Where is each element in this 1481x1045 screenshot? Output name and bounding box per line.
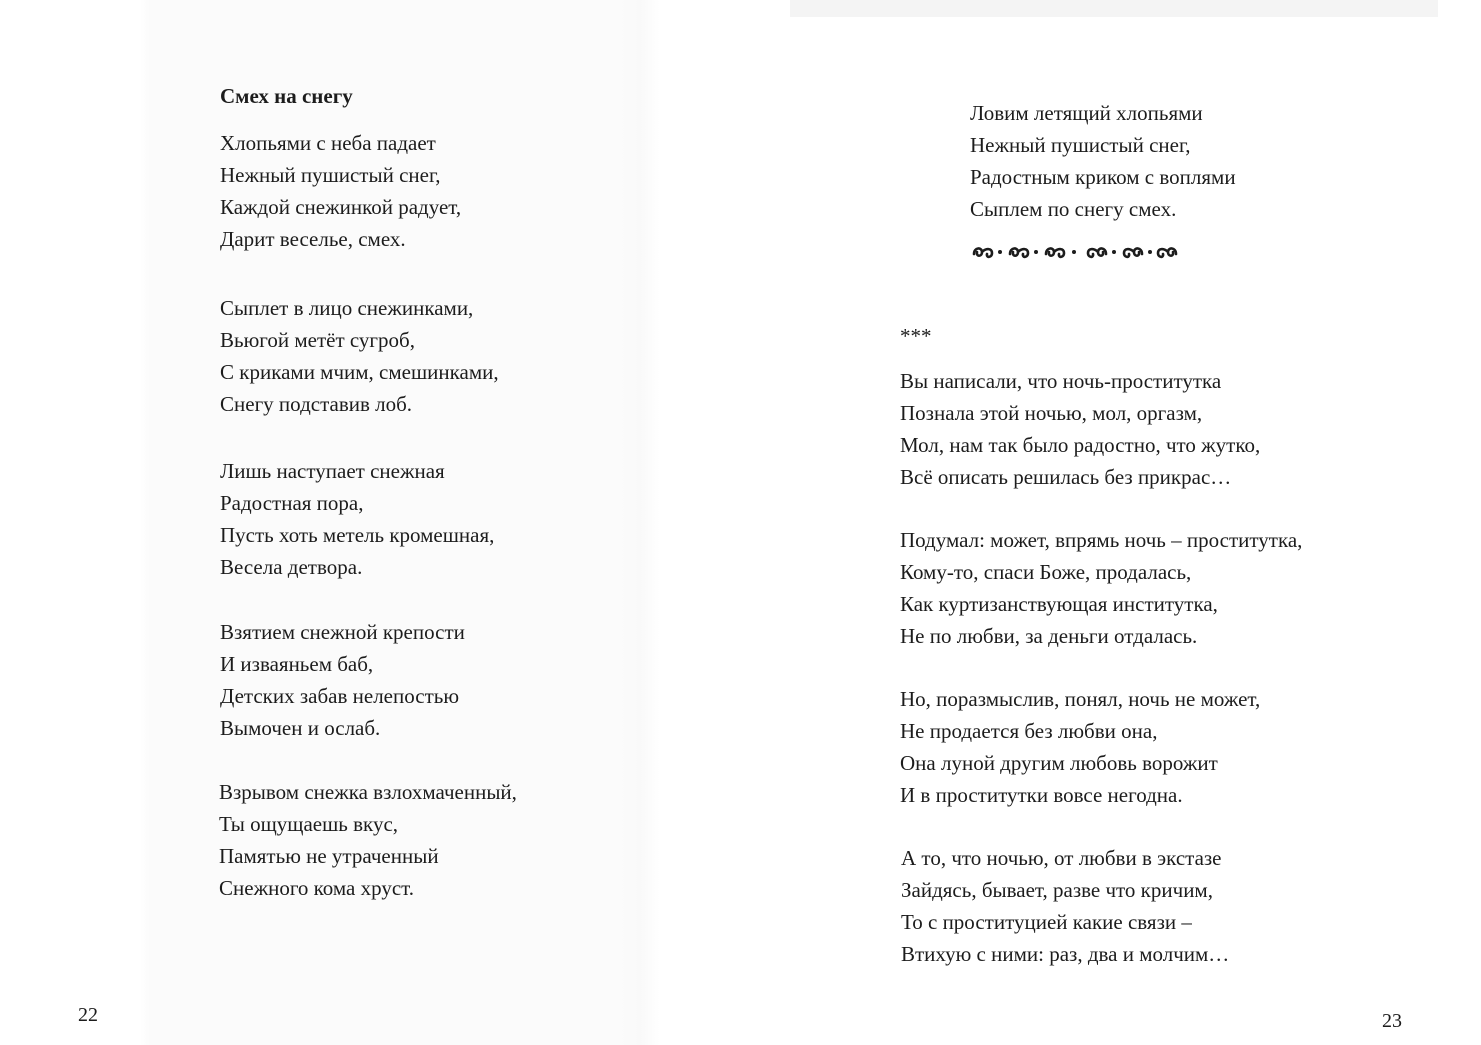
right-stanza-3 — [900, 683, 1260, 811]
poem-line: Нежный пушистый снег, — [970, 133, 1191, 157]
poem-line: И изваяньем баб, — [220, 652, 374, 676]
poem-line: Пусть хоть метель кромешная, — [220, 523, 495, 547]
left-stanza-1 — [220, 127, 461, 255]
poem-line: Снегу подставив лоб. — [220, 392, 413, 416]
left-stanza-3 — [220, 455, 494, 583]
scroll-ornament-icon — [970, 238, 1180, 266]
poem-line: Взятием снежной крепости — [220, 620, 465, 644]
left-stanza-5 — [219, 776, 517, 904]
page-number-left: 22 — [78, 1004, 98, 1026]
poem-line: Хлопьями с неба падает — [220, 131, 436, 155]
poem-line: То с проституцией какие связи – — [901, 910, 1192, 934]
right-stanza-4 — [901, 842, 1229, 970]
poem-line: Познала этой ночью, мол, оргазм, — [900, 401, 1203, 425]
poem-line: Кому-то, спаси Боже, продалась, — [900, 560, 1192, 584]
poem-line: Втихую с ними: раз, два и молчим… — [901, 942, 1230, 966]
poem-line: Вьюгой метёт сугроб, — [220, 328, 415, 352]
poem-line: Нежный пушистый снег, — [220, 163, 441, 187]
poem-line: Лишь наступает снежная — [220, 459, 445, 483]
section-divider-asterisks: *** — [900, 324, 932, 348]
poem-line: Вы написали, что ночь-проститутка — [900, 369, 1222, 393]
poem-line: Ты ощущаешь вкус, — [219, 812, 399, 836]
poem-line: Не продается без любви она, — [900, 719, 1158, 743]
poem-line: Взрывом снежка взлохмаченный, — [219, 780, 517, 804]
poem-line: Подумал: может, впрямь ночь – проститутка, — [900, 528, 1303, 552]
scan-edge-strip — [790, 0, 1438, 17]
poem-line: Сыплет в лицо снежинками, — [220, 296, 474, 320]
poem-line: Но, поразмыслив, понял, ночь не может, — [900, 687, 1261, 711]
poem-title: Смех на снегу — [220, 84, 353, 108]
poem-line: Снежного кома хруст. — [219, 876, 414, 900]
poem-line: Мол, нам так было радостно, что жутко, — [900, 433, 1261, 457]
poem-line: Не по любви, за деньги отдалась. — [900, 624, 1198, 648]
poem-line: Памятью не утраченный — [219, 844, 439, 868]
poem-line: Всё описать решилась без прикрас… — [900, 465, 1232, 489]
poem-line: Ловим летящий хлопьями — [970, 101, 1203, 125]
poem-line: Она луной другим любовь ворожит — [900, 751, 1218, 775]
poem-line: Детских забав нелепостью — [220, 684, 460, 708]
left-stanza-4 — [220, 616, 465, 744]
poem-line: Каждой снежинкой радует, — [220, 195, 462, 219]
poem-line: Вымочен и ослаб. — [220, 716, 381, 740]
poem-line: Зайдясь, бывает, разве что кричим, — [901, 878, 1213, 902]
poem-line: Весела детвора. — [220, 555, 363, 579]
page-number-right: 23 — [1382, 1010, 1402, 1032]
poem-line: И в проститутки вовсе негодна. — [900, 783, 1183, 807]
poem-line: С криками мчим, смешинками, — [220, 360, 499, 384]
poem-line: Дарит веселье, смех. — [220, 227, 406, 251]
left-stanza-2 — [220, 292, 499, 420]
poem-line: Сыплем по снегу смех. — [970, 197, 1177, 221]
right-stanza-1 — [900, 365, 1260, 493]
poem-line: А то, что ночью, от любви в экстазе — [901, 846, 1222, 870]
poem-line: Как куртизанствующая институтка, — [900, 592, 1218, 616]
poem-line: Радостная пора, — [220, 491, 364, 515]
poem-line: Радостным криком с воплями — [970, 165, 1236, 189]
right-continued-stanza — [970, 97, 1236, 225]
right-stanza-2 — [900, 524, 1302, 652]
